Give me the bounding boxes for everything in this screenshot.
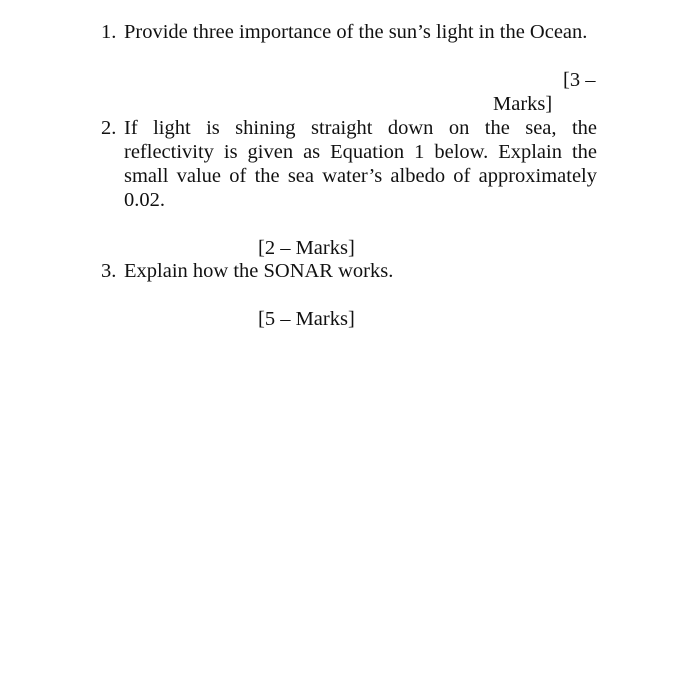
question-1 [101,20,597,44]
question-3-number: 3. [101,260,117,282]
question-3-marks: [5 – Marks] [258,308,355,330]
question-1-text: Provide three importance of the sun’s light in the Ocean. [124,21,588,43]
question-1-marks-line-2: Marks] [493,93,553,115]
question-2 [101,116,597,212]
question-2-marks: [2 – Marks] [258,237,355,259]
question-3-text: Explain how the SONAR works. [124,260,394,282]
question-2-text: If light is shining straight down on the sea, the reflectivity is given as Equation 1 below. Explain the small value of the sea water’s albedo of approximately 0.02. [124,117,597,211]
question-1-marks-line-1: [3 – [563,69,596,91]
question-3 [101,259,597,283]
question-2-number: 2. [101,117,117,139]
question-1-number: 1. [101,21,117,43]
